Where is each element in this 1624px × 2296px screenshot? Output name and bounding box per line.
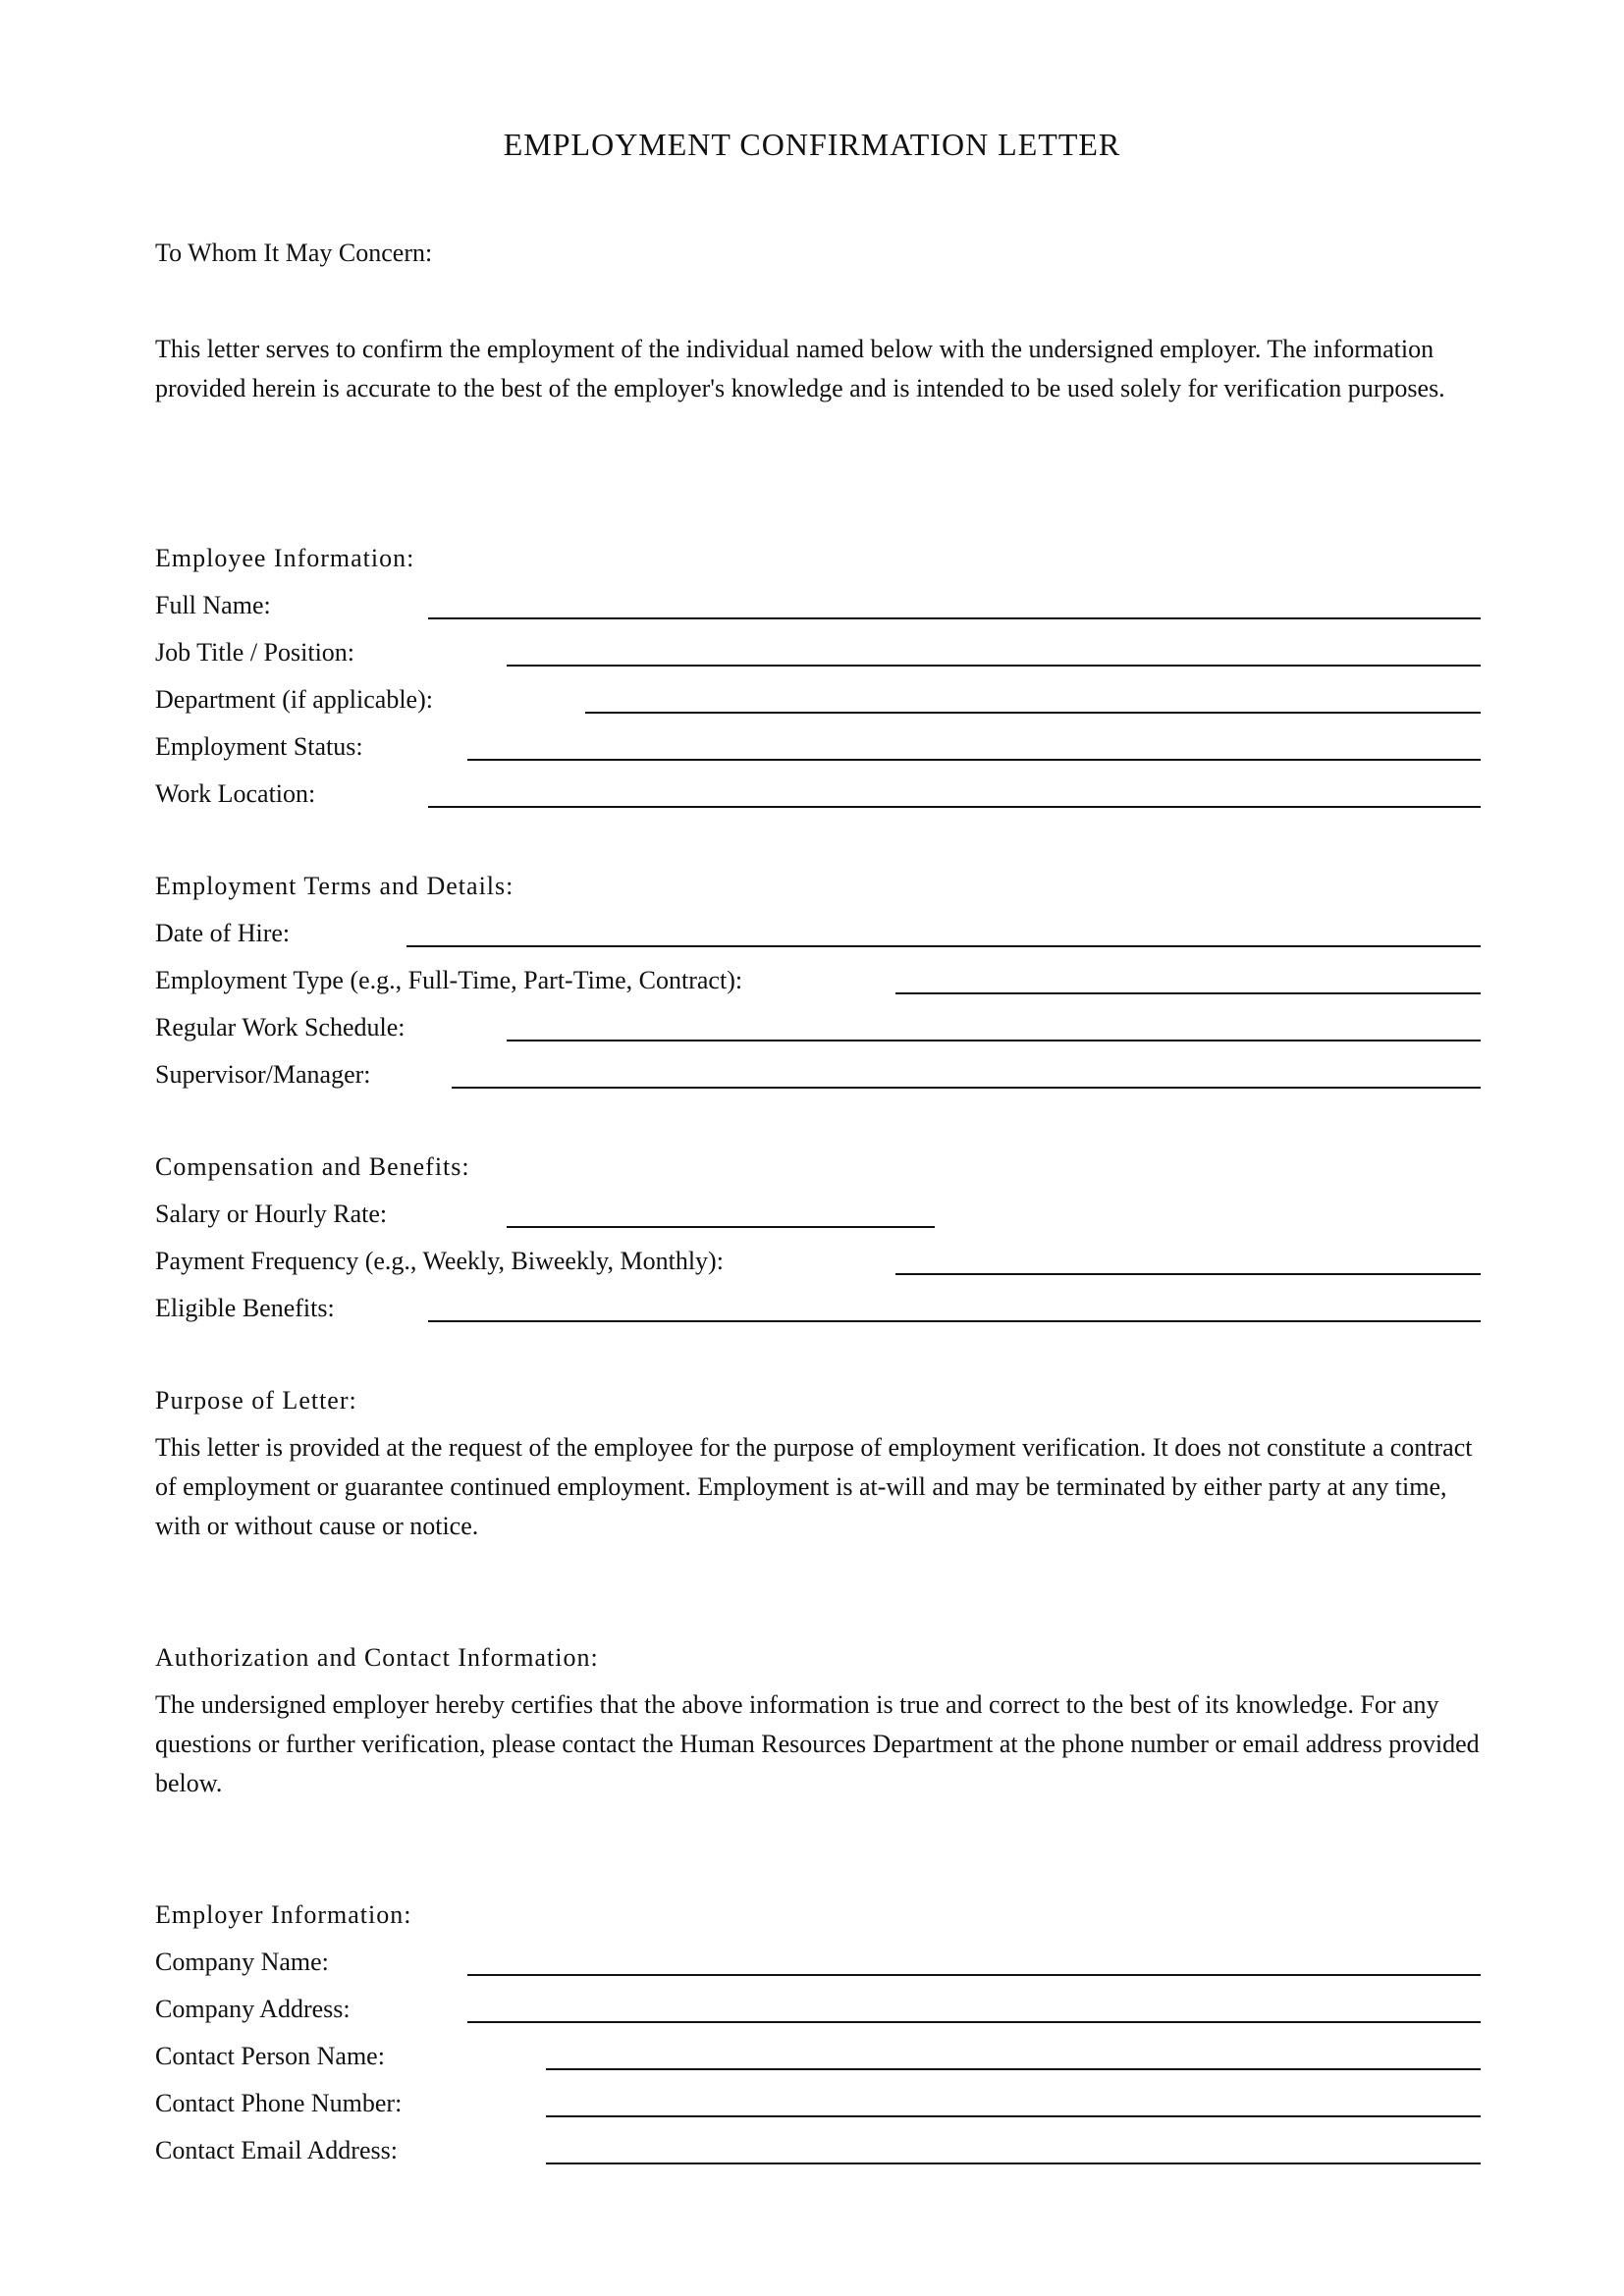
company-address-label: Company Address: <box>155 1995 351 2023</box>
full-name-row <box>155 586 1481 633</box>
contact-person-row <box>155 2037 1481 2084</box>
company-address-field[interactable] <box>467 2021 1481 2023</box>
supervisor-label: Supervisor/Manager: <box>155 1060 371 1089</box>
supervisor-field[interactable] <box>452 1087 1481 1089</box>
job-title-label: Job Title / Position: <box>155 638 355 667</box>
date-of-hire-label: Date of Hire: <box>155 919 291 947</box>
employment-status-field[interactable] <box>467 759 1481 761</box>
salutation: To Whom It May Concern: <box>155 239 433 267</box>
department-row <box>155 680 1481 727</box>
eligible-benefits-label: Eligible Benefits: <box>155 1294 335 1322</box>
employer-info-heading: Employer Information: <box>155 1900 412 1929</box>
company-address-row <box>155 1990 1481 2037</box>
payment-frequency-field[interactable] <box>895 1273 1481 1275</box>
department-label: Department (if applicable): <box>155 685 433 714</box>
purpose-heading: Purpose of Letter: <box>155 1386 357 1415</box>
work-schedule-label: Regular Work Schedule: <box>155 1013 406 1041</box>
salary-row <box>155 1195 1481 1242</box>
contact-phone-row <box>155 2084 1481 2131</box>
department-field[interactable] <box>585 712 1481 714</box>
work-schedule-row <box>155 1008 1481 1055</box>
contact-phone-label: Contact Phone Number: <box>155 2089 403 2117</box>
employee-info-heading: Employee Information: <box>155 544 415 572</box>
eligible-benefits-field[interactable] <box>428 1320 1481 1322</box>
employment-status-label: Employment Status: <box>155 732 363 761</box>
company-name-field[interactable] <box>467 1974 1481 1976</box>
full-name-label: Full Name: <box>155 591 271 619</box>
contact-phone-field[interactable] <box>546 2115 1481 2117</box>
company-name-row <box>155 1943 1481 1990</box>
job-title-row <box>155 633 1481 680</box>
purpose-paragraph: This letter is provided at the request of the employee for the purpose of employment verification. It does not constitute a contract of employment or guarantee continued employment. Employment is at-will and may be terminated by either party at any time, with or without cause or notice. <box>155 1433 1473 1540</box>
employment-type-label: Employment Type (e.g., Full-Time, Part-Time, Contract): <box>155 966 743 994</box>
compensation-heading: Compensation and Benefits: <box>155 1152 470 1181</box>
salary-field[interactable] <box>507 1226 935 1228</box>
supervisor-row <box>155 1055 1481 1102</box>
intro-paragraph: This letter serves to confirm the employment of the individual named below with the undersigned employer. The information provided herein is accurate to the best of the employer's knowledge and is intended to be used solely for verification purposes. <box>155 335 1445 402</box>
full-name-field[interactable] <box>428 617 1481 619</box>
date-of-hire-field[interactable] <box>406 945 1481 947</box>
contact-email-field[interactable] <box>546 2163 1481 2164</box>
employment-terms-heading: Employment Terms and Details: <box>155 872 514 900</box>
company-name-label: Company Name: <box>155 1948 329 1976</box>
eligible-benefits-row <box>155 1289 1481 1336</box>
job-title-field[interactable] <box>507 665 1481 667</box>
salary-label: Salary or Hourly Rate: <box>155 1200 388 1228</box>
work-schedule-field[interactable] <box>507 1040 1481 1041</box>
employment-type-field[interactable] <box>895 992 1481 994</box>
contact-person-field[interactable] <box>546 2068 1481 2070</box>
contact-person-label: Contact Person Name: <box>155 2042 385 2070</box>
employment-type-row <box>155 961 1481 1008</box>
authorization-heading: Authorization and Contact Information: <box>155 1643 599 1672</box>
date-of-hire-row <box>155 914 1481 961</box>
work-location-row <box>155 774 1481 822</box>
letter-title: EMPLOYMENT CONFIRMATION LETTER <box>503 127 1121 162</box>
work-location-field[interactable] <box>428 806 1481 808</box>
payment-frequency-label: Payment Frequency (e.g., Weekly, Biweekly, Monthly): <box>155 1247 724 1275</box>
work-location-label: Work Location: <box>155 779 316 808</box>
payment-frequency-row <box>155 1242 1481 1289</box>
employment-status-row <box>155 727 1481 774</box>
contact-email-row <box>155 2131 1481 2178</box>
authorization-paragraph: The undersigned employer hereby certifies that the above information is true and correct to the best of its knowledge. For any questions or further verification, please contact the Human Resources Department at the phone number or email address provided below. <box>155 1690 1480 1797</box>
contact-email-label: Contact Email Address: <box>155 2136 398 2164</box>
